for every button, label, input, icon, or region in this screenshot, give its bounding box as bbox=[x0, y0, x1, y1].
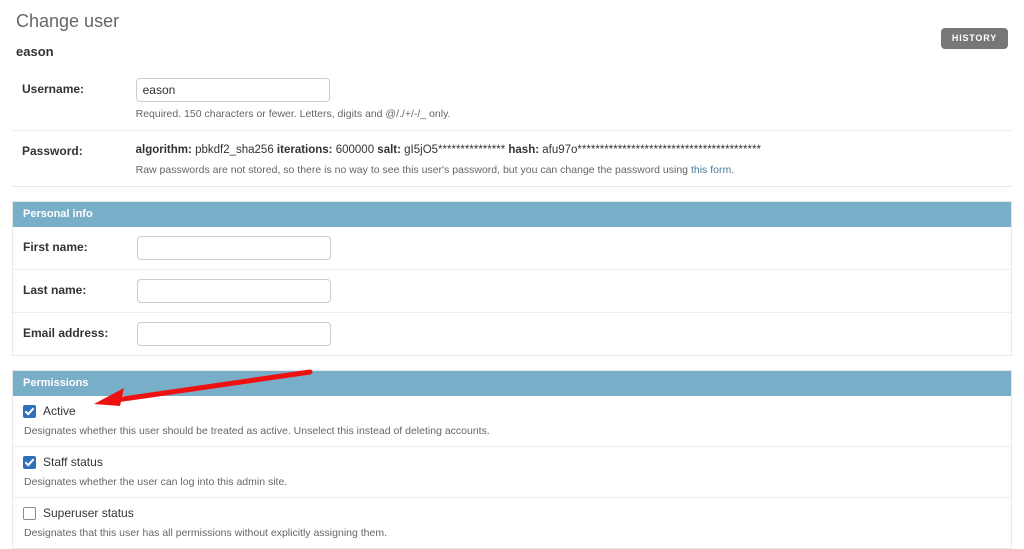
email-row bbox=[13, 313, 1011, 355]
password-help-prefix: Raw passwords are not stored, so there is no way to see this user's password, but you can change the password using bbox=[135, 164, 691, 176]
object-name: eason bbox=[16, 44, 54, 59]
password-hash-key: hash: bbox=[508, 144, 540, 156]
password-iterations-key: iterations: bbox=[276, 144, 333, 156]
staff-status-checkbox[interactable] bbox=[23, 456, 36, 469]
first-name-input[interactable] bbox=[137, 236, 331, 260]
email-field[interactable] bbox=[137, 322, 331, 346]
permissions-module bbox=[12, 370, 1012, 549]
active-label: Active bbox=[43, 404, 76, 418]
password-algorithm-key: algorithm: bbox=[135, 144, 192, 156]
password-summary bbox=[136, 140, 761, 158]
username-row bbox=[12, 69, 1012, 131]
personal-info-title: Personal info bbox=[13, 202, 1011, 227]
email-label: Email address: bbox=[23, 326, 109, 340]
password-iterations-value: 600000 bbox=[335, 144, 375, 156]
superuser-status-help: Designates that this user has all permissions without explicitly assigning them. bbox=[24, 527, 388, 539]
username-label: Username: bbox=[22, 82, 85, 96]
email-field-wrap bbox=[137, 322, 331, 346]
password-salt-value: gI5jO5*************** bbox=[404, 144, 506, 156]
change-password-link[interactable]: this form bbox=[690, 164, 732, 176]
permission-row-staff bbox=[13, 447, 1011, 498]
password-help bbox=[136, 163, 761, 177]
password-field-wrap bbox=[136, 140, 761, 177]
staff-status-help: Designates whether the user can log into this admin site. bbox=[24, 476, 288, 488]
permissions-title: Permissions bbox=[13, 371, 1011, 396]
password-row bbox=[12, 131, 1012, 186]
history-button[interactable]: HISTORY bbox=[941, 28, 1008, 49]
page-title: Change user bbox=[16, 11, 120, 31]
username-help: Required. 150 characters or fewer. Letters, digits and @/./+/-/_ only. bbox=[135, 108, 451, 120]
username-field-wrap bbox=[136, 78, 451, 121]
identity-module bbox=[12, 69, 1012, 187]
page-header bbox=[0, 0, 1024, 36]
last-name-field-wrap bbox=[137, 279, 331, 303]
last-name-label: Last name: bbox=[23, 283, 87, 297]
password-label: Password: bbox=[22, 144, 83, 158]
first-name-field-wrap bbox=[137, 236, 331, 260]
password-hash-value: afu97o***************************************** bbox=[542, 144, 761, 156]
last-name-input[interactable] bbox=[137, 279, 331, 303]
personal-info-module bbox=[12, 201, 1012, 356]
superuser-status-checkbox[interactable] bbox=[23, 507, 36, 520]
superuser-status-checkbox-row[interactable] bbox=[23, 506, 1001, 520]
permission-row-active bbox=[13, 396, 1011, 447]
staff-status-label: Staff status bbox=[43, 455, 103, 469]
last-name-row bbox=[13, 270, 1011, 313]
password-algorithm-value: pbkdf2_sha256 bbox=[195, 144, 274, 156]
first-name-label: First name: bbox=[23, 240, 88, 254]
username-input[interactable] bbox=[136, 78, 330, 102]
password-help-suffix: . bbox=[731, 164, 735, 176]
password-salt-key: salt: bbox=[377, 144, 401, 156]
staff-status-checkbox-row[interactable] bbox=[23, 455, 1001, 469]
active-help: Designates whether this user should be treated as active. Unselect this instead of deleting accounts. bbox=[24, 425, 490, 437]
active-checkbox[interactable] bbox=[23, 405, 36, 418]
first-name-row bbox=[13, 227, 1011, 270]
permission-row-superuser bbox=[13, 498, 1011, 548]
superuser-status-label: Superuser status bbox=[43, 506, 134, 520]
active-checkbox-row[interactable] bbox=[23, 404, 1001, 418]
